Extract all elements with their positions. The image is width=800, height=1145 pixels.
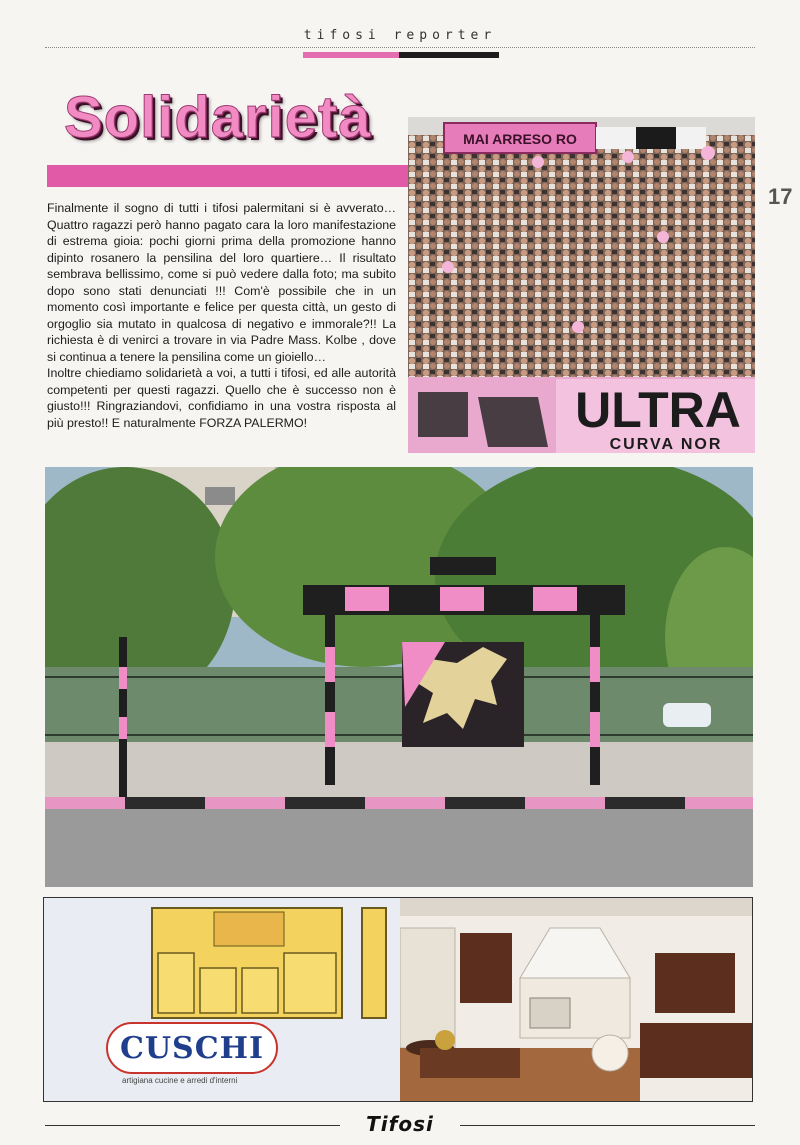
page-number: 17 [768, 184, 793, 209]
article-paragraph: Inoltre chiediamo solidarietà a voi, a tutti i tifosi, ed alle autorità competenti per questi ragazzi. Quello che è successo non è giusto!!! Ringraziandovi, confidiamo in una vostra risposta al più presto!! E naturalmente FORZA PALERMO! [47, 366, 396, 430]
ad-left-panel [44, 898, 400, 1101]
article-body [47, 200, 396, 431]
article-title: Solidarietà [64, 85, 372, 150]
header-divider [45, 47, 755, 48]
ad-right-panel [400, 898, 752, 1101]
ad-brand-logo: CUSCHI [106, 1022, 278, 1074]
header-accent-dark [399, 52, 499, 58]
title-underline-bar [47, 165, 408, 187]
bus-shelter-photo [45, 467, 753, 887]
kitchen-advertisement [43, 897, 753, 1102]
crowd-photo-image [408, 117, 755, 453]
section-header: tifosi reporter [303, 28, 497, 43]
crowd-photo [408, 117, 755, 453]
crowd-banner-bottom: ULTRA [575, 382, 741, 438]
footer-line-right [460, 1125, 755, 1126]
ad-tagline: artigiana cucine e arredi d'interni [122, 1076, 238, 1085]
footer-line-left [45, 1125, 340, 1126]
footer-logo: Tifosi [366, 1112, 434, 1136]
article-paragraph: Finalmente il sogno di tutti i tifosi palermitani si è avverato…Quattro ragazzi però hanno pagato cara la loro manifestazione di estrema gioia: pochi giorni prima della promozione hanno dipinto rosanero la pensilina del loro quartiere… Il risultato sembrava bellissimo, come si può vedere dalla foto; ma subito dopo sono stati denunciati !!! Com'è possibile che in un momento così importante e felice per questa città, un gesto di orgoglio sia mutato in qualcosa di negativo e immorale?!! La richiesta è di venirci a trovare in via Padre Mass. Kolbe , dove si continua a tenere la pensilina come un gioiello… [47, 201, 396, 364]
crowd-banner-bottom-sub: CURVA NOR [609, 436, 723, 453]
header-accent-pink [303, 52, 399, 58]
bus-shelter-image [45, 467, 753, 887]
ad-kitchen-photo [400, 898, 752, 1101]
crowd-banner-top: MAI ARRESO RO [463, 131, 577, 147]
